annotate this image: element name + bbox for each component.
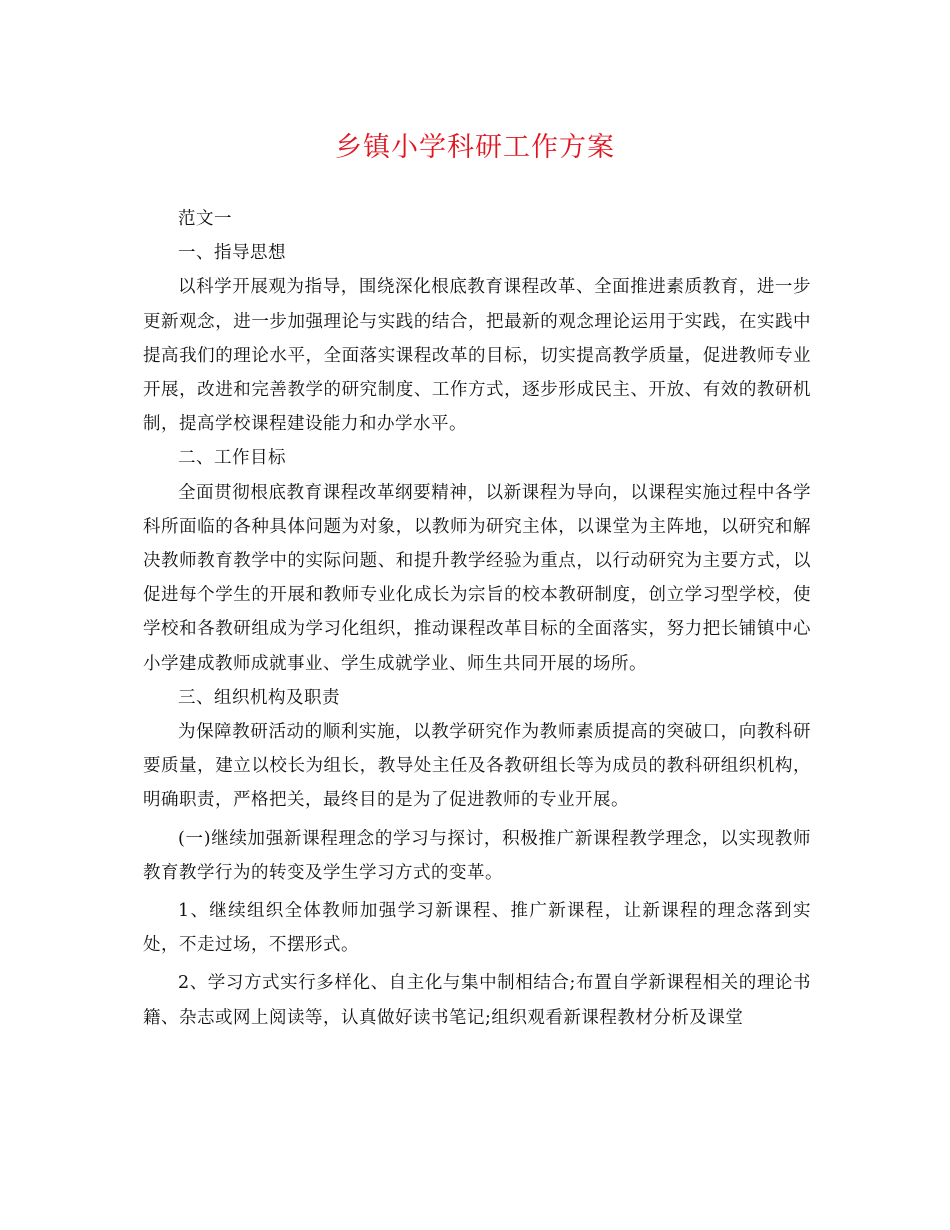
section-heading-work-goals: 二、工作目标 xyxy=(178,448,286,469)
document-title: 乡镇小学科研工作方案 xyxy=(335,132,615,163)
paragraph-work-goals: 全面贯彻根底教育课程改革纲要精神，以新课程为导向，以课程实施过程中各学科所面临的各种具体问题为对象，以教师为研究主体，以课堂为主阵地，以研究和解决教师教育教学中的实际问题、和提升教学经验为重点，以行动研究为主要方式，以促进每个学生的开展和教师专业化成长为宗旨的校本教研制度，创立学习型学校，使学校和各教研组成为学习化组织，推动课程改革目标的全面落实，努力把长铺镇中心小学建成教师成就事业、学生成就学业、师生共同开展的场所。 xyxy=(143,482,811,674)
section-heading-guiding-ideology: 一、指导思想 xyxy=(178,243,286,264)
paragraph-subsection-one: (一)继续加强新课程理念的学习与探讨，积极推广新课程教学理念，以实现教师教育教学行为的转变及学生学习方式的变革。 xyxy=(143,828,811,883)
paragraph-sample-label: 范文一 xyxy=(178,209,232,229)
section-heading-organization: 三、组织机构及职责 xyxy=(178,687,340,708)
paragraph-item-2: 2、学习方式实行多样化、自主化与集中制相结合;布置自学新课程相关的理论书籍、杂志或网上阅读等，认真做好读书笔记;组织观看新课程教材分析及课堂 xyxy=(143,973,811,1028)
paragraph-guiding-ideology: 以科学开展观为指导，围绕深化根底教育课程改革、全面推进素质教育，进一步更新观念，进一步加强理论与实践的结合，把最新的观念理论运用于实践，在实践中提高我们的理论水平，全面落实课程改革的目标，切实提高教学质量，促进教师专业开展，改进和完善教学的研究制度、工作方式，逐步形成民主、开放、有效的教研机制，提高学校课程建设能力和办学水平。 xyxy=(143,277,811,435)
paragraph-item-1: 1、继续组织全体教师加强学习新课程、推广新课程，让新课程的理念落到实处，不走过场，不摆形式。 xyxy=(143,901,811,956)
document-body xyxy=(143,202,811,1035)
paragraph-organization: 为保障教研活动的顺利实施，以教学研究作为教师素质提高的突破口，向教科研要质量，建立以校长为组长，教导处主任及各教研组长等为成员的教科研组织机构，明确职责，严格把关，最终目的是为了促进教师的专业开展。 xyxy=(143,722,811,811)
